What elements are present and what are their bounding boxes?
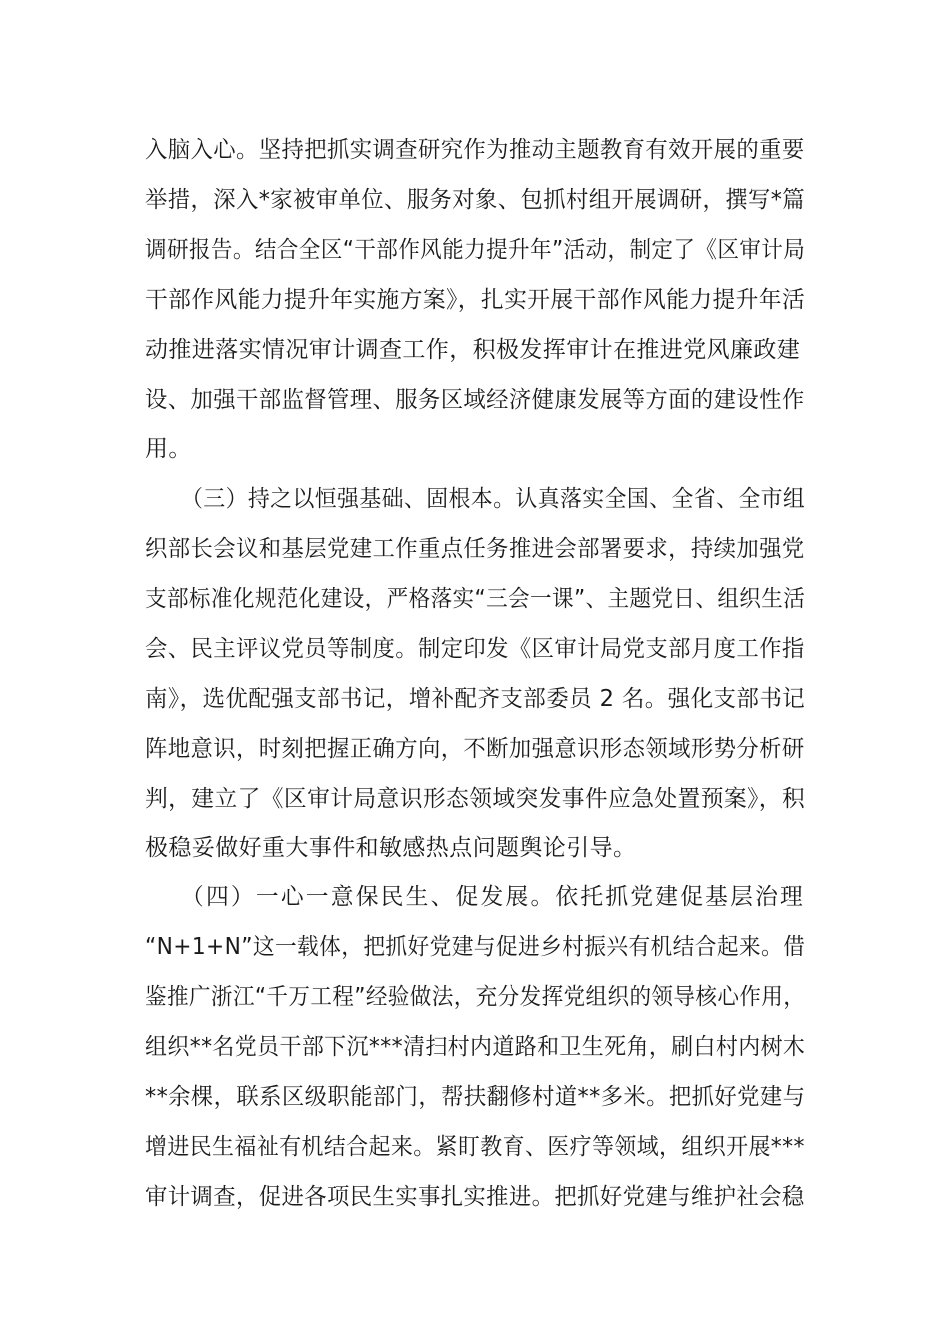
paragraph-1-line-1: 入脑入心。坚持把抓实调查研究作为推动主题教育有效开展的重要 [145, 137, 805, 163]
paragraph-1-line-6: 设、加强干部监督管理、服务区域经济健康发展等方面的建设性作 [145, 387, 805, 413]
paragraph-3-line-6: 增进民生福祉有机结合起来。紧盯教育、医疗等领域，组织开展*** [145, 1134, 805, 1160]
paragraph-2-line-7: 判，建立了《区审计局意识形态领域突发事件应急处置预案》，积 [145, 786, 806, 812]
paragraph-1-line-7: 用。 [145, 436, 192, 462]
paragraph-2-line-4: 会、民主评议党员等制度。制定印发《区审计局党支部月度工作指 [145, 636, 805, 662]
paragraph-2-line-3: 支部标准化规范化建设，严格落实“三会一课”、主题党日、组织生活 [145, 586, 806, 612]
paragraph-3-line-2: “N+1+N”这一载体，把抓好党建与促进乡村振兴有机结合起来。借 [145, 934, 806, 960]
paragraph-2-line-8: 极稳妥做好重大事件和敏感热点问题舆论引导。 [145, 835, 637, 861]
paragraph-1-line-5: 动推进落实情况审计调查工作，积极发挥审计在推进党风廉政建 [145, 337, 801, 363]
paragraph-2-line-6: 阵地意识，时刻把握正确方向，不断加强意识形态领域形势分析研 [145, 736, 805, 762]
paragraph-3-line-4: 组织**名党员干部下沉***清扫村内道路和卫生死角，刷白村内树木 [145, 1034, 806, 1060]
paragraph-2-line-2: 织部长会议和基层党建工作重点任务推进会部署要求，持续加强党 [145, 536, 805, 562]
paragraph-1-line-3: 调研报告。结合全区“干部作风能力提升年”活动，制定了《区审计局 [145, 237, 806, 263]
paragraph-3-line-3: 鉴推广浙江“千万工程”经验做法，充分发挥党组织的领导核心作用， [145, 984, 806, 1010]
paragraph-1-line-2: 举措，深入*家被审单位、服务对象、包抓村组开展调研，撰写*篇 [145, 187, 805, 213]
paragraph-3-line-5: **余棵，联系区级职能部门，帮扶翻修村道**多米。把抓好党建与 [145, 1084, 806, 1110]
paragraph-3-line-1: （四）一心一意保民生、促发展。依托抓党建促基层治理 [181, 884, 805, 910]
paragraph-1-line-4: 干部作风能力提升年实施方案》，扎实开展干部作风能力提升年活 [145, 287, 806, 313]
paragraph-2-line-5: 南》，选优配强支部书记，增补配齐支部委员 2 名。强化支部书记 [145, 686, 806, 712]
paragraph-3-line-7: 审计调查，促进各项民生实事扎实推进。把抓好党建与维护社会稳 [145, 1184, 805, 1210]
paragraph-2-line-1: （三）持之以恒强基础、固根本。认真落实全国、全省、全市组 [181, 486, 806, 512]
